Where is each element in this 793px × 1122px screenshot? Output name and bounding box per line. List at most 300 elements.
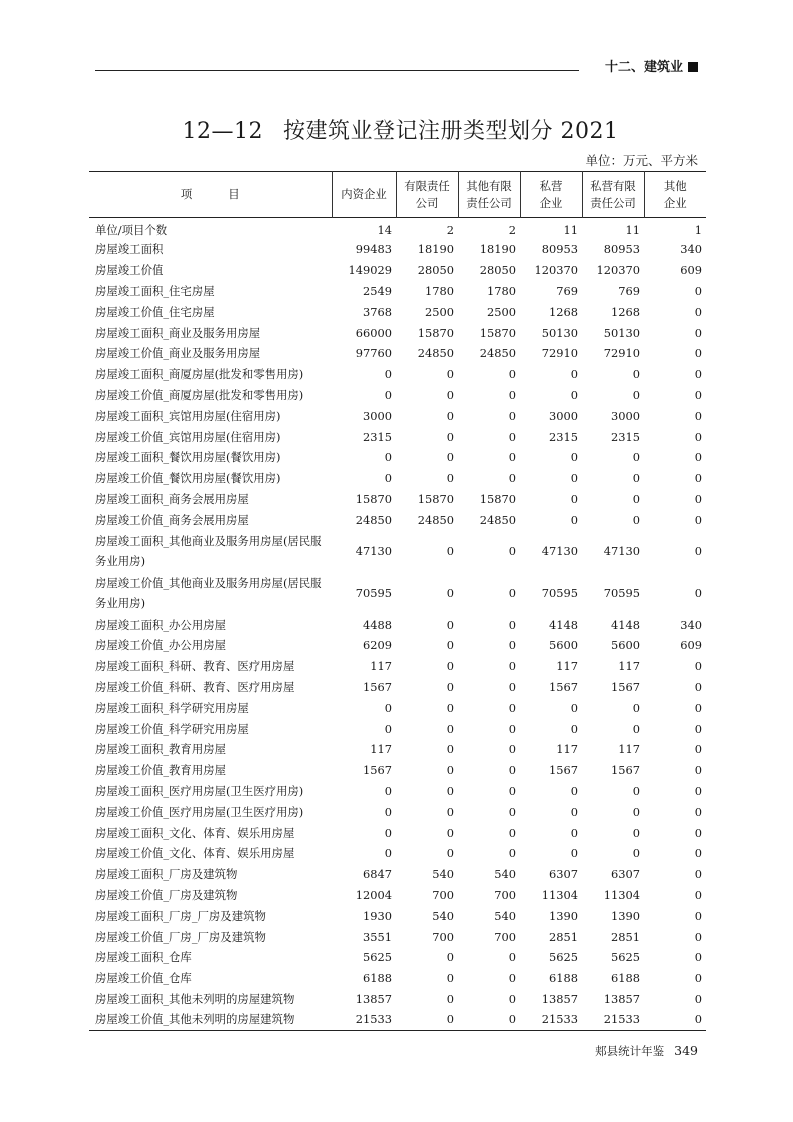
table-cell: 0 [694, 679, 702, 694]
table-cell: 0 [508, 544, 516, 559]
table-cell: 0 [446, 1012, 454, 1027]
table-cell: 72910 [541, 346, 578, 361]
row-label: 房屋竣工面积_医疗用房屋(卫生医疗用房) [95, 783, 304, 798]
table-cell: 0 [384, 450, 392, 465]
table-cell: 0 [446, 742, 454, 757]
row-label: 房屋竣工价值_科学研究用房屋 [95, 721, 249, 736]
table-cell: 0 [446, 721, 454, 736]
table-cell: 0 [384, 804, 392, 819]
table-cell: 0 [508, 387, 516, 402]
table-cell: 117 [618, 742, 640, 757]
table-cell: 66000 [355, 325, 392, 340]
table-cell: 0 [508, 450, 516, 465]
table-cell: 149029 [348, 263, 392, 278]
table-cell: 2500 [425, 304, 454, 319]
table-cell: 0 [694, 304, 702, 319]
table-cell: 117 [370, 659, 392, 674]
table-row [89, 1009, 706, 1030]
row-label: 房屋竣工面积_餐饮用房屋(餐饮用房) [95, 450, 281, 465]
table-cell: 28050 [479, 263, 516, 278]
table-cell: 0 [508, 804, 516, 819]
table-cell: 609 [680, 263, 702, 278]
table-cell: 0 [694, 659, 702, 674]
table-row [89, 218, 706, 240]
table-cell: 0 [508, 471, 516, 486]
table-cell: 540 [494, 908, 516, 923]
table-cell: 0 [632, 471, 640, 486]
page-footer [595, 1043, 698, 1059]
table-cell: 70595 [603, 586, 640, 601]
table-row [89, 364, 706, 385]
table-cell: 4488 [363, 617, 392, 632]
table-cell: 340 [680, 617, 702, 632]
row-label: 房屋竣工面积_宾馆用房屋(住宿用房) [95, 408, 281, 423]
table-cell: 0 [694, 512, 702, 527]
table-cell: 700 [432, 887, 454, 902]
table-cell: 70595 [541, 586, 578, 601]
table-cell: 2 [446, 223, 454, 237]
row-label: 单位/项目个数 [95, 223, 168, 237]
table-cell: 24850 [417, 512, 454, 527]
table-cell: 0 [694, 742, 702, 757]
table-cell: 0 [508, 679, 516, 694]
row-label: 房屋竣工面积_厂房_厂房及建筑物 [95, 908, 266, 923]
table-cell: 80953 [603, 242, 640, 257]
table-cell: 50130 [603, 325, 640, 340]
table-row [89, 260, 706, 281]
table-cell: 0 [508, 1012, 516, 1027]
table-cell: 0 [632, 804, 640, 819]
table-cell: 0 [446, 617, 454, 632]
table-cell: 24850 [479, 346, 516, 361]
table-cell: 47130 [603, 544, 640, 559]
table-cell: 0 [446, 659, 454, 674]
table-cell: 0 [446, 471, 454, 486]
table-cell: 0 [446, 679, 454, 694]
row-label: 房屋竣工面积_文化、体育、娱乐用房屋 [95, 825, 295, 840]
table-cell: 769 [618, 283, 640, 298]
unit-note: 单位：万元、平方米 [585, 153, 698, 168]
table-cell: 6188 [611, 971, 640, 986]
table-cell: 0 [570, 783, 578, 798]
table-cell: 13857 [355, 991, 392, 1006]
row-label: 房屋竣工面积_科研、教育、医疗用房屋 [95, 659, 295, 674]
table-cell: 0 [694, 804, 702, 819]
column-header-text: 责任公司 [466, 195, 512, 210]
table-row [89, 426, 706, 447]
table-cell: 340 [680, 242, 702, 257]
table-cell: 1567 [611, 679, 640, 694]
table-cell: 18190 [479, 242, 516, 257]
table-cell: 2549 [363, 283, 392, 298]
table-cell: 0 [570, 491, 578, 506]
table-row [89, 322, 706, 343]
table-cell: 0 [446, 700, 454, 715]
row-label: 房屋竣工价值_宾馆用房屋(住宿用房) [95, 429, 281, 444]
table-cell: 0 [446, 544, 454, 559]
table-cell: 0 [632, 783, 640, 798]
table-number: 12—12 [182, 119, 263, 144]
table-row [89, 760, 706, 781]
table-cell: 0 [384, 721, 392, 736]
row-label: 房屋竣工价值_厂房_厂房及建筑物 [95, 929, 266, 944]
table-cell: 3000 [611, 408, 640, 423]
table-row [89, 718, 706, 739]
table-cell: 0 [694, 346, 702, 361]
table-cell: 15870 [479, 325, 516, 340]
table-cell: 6209 [363, 638, 392, 653]
table-cell: 0 [570, 825, 578, 840]
table-row [89, 697, 706, 718]
table-cell: 540 [432, 867, 454, 882]
column-header-text: 公司 [415, 195, 439, 210]
table-cell: 0 [694, 950, 702, 965]
table-row [89, 947, 706, 968]
table-cell: 13857 [541, 991, 578, 1006]
table-cell: 2315 [549, 429, 578, 444]
table-cell: 0 [508, 659, 516, 674]
table-cell: 97760 [355, 346, 392, 361]
table-cell: 0 [570, 700, 578, 715]
table-cell: 0 [694, 763, 702, 778]
table-cell: 0 [570, 721, 578, 736]
page-title [95, 114, 706, 145]
table-cell: 11304 [541, 887, 578, 902]
book-title: 郏县统计年鉴 [595, 1044, 665, 1058]
column-header-text: 责任公司 [590, 195, 636, 210]
row-label: 房屋竣工面积_科学研究用房屋 [95, 700, 249, 715]
chapter-label: 十二、建筑业 [604, 60, 683, 75]
table-cell: 1567 [363, 763, 392, 778]
table-cell: 0 [508, 408, 516, 423]
table-cell: 0 [384, 783, 392, 798]
column-header [458, 172, 520, 218]
table-cell: 0 [508, 586, 516, 601]
table-cell: 0 [446, 763, 454, 778]
table-cell: 6847 [363, 867, 392, 882]
table-cell: 0 [384, 367, 392, 382]
row-label: 房屋竣工价值_办公用房屋 [95, 638, 226, 653]
row-label: 房屋竣工价值_文化、体育、娱乐用房屋 [95, 846, 295, 861]
table-cell: 0 [446, 991, 454, 1006]
table-row [89, 447, 706, 468]
table-cell: 0 [508, 721, 516, 736]
table-cell: 0 [694, 700, 702, 715]
table-cell: 15870 [417, 491, 454, 506]
row-label: 房屋竣工面积_厂房及建筑物 [95, 867, 238, 882]
table-cell: 2851 [549, 929, 578, 944]
column-header-text: 内资企业 [341, 187, 387, 201]
row-label: 房屋竣工面积_仓库 [95, 950, 192, 965]
column-header-text: 有限责任 [404, 178, 450, 193]
table-cell: 0 [694, 491, 702, 506]
table-cell: 0 [694, 721, 702, 736]
table-row [89, 572, 706, 614]
table-cell: 0 [694, 991, 702, 1006]
table-cell: 1780 [425, 283, 454, 298]
table-cell: 0 [508, 846, 516, 861]
table-cell: 1268 [611, 304, 640, 319]
table-cell: 28050 [417, 263, 454, 278]
table-row [89, 905, 706, 926]
table-cell: 21533 [355, 1012, 392, 1027]
table-row [89, 343, 706, 364]
table-row [89, 301, 706, 322]
table-cell: 0 [694, 929, 702, 944]
table-row [89, 468, 706, 489]
table-cell: 24850 [417, 346, 454, 361]
table-row [89, 385, 706, 406]
row-label: 房屋竣工价值_商业及服务用房屋 [95, 346, 261, 361]
table-cell: 21533 [603, 1012, 640, 1027]
table-row [89, 885, 706, 906]
table-cell: 13857 [603, 991, 640, 1006]
table-cell: 6188 [549, 971, 578, 986]
table-cell: 47130 [541, 544, 578, 559]
table-cell: 0 [694, 783, 702, 798]
table-cell: 0 [694, 846, 702, 861]
row-label: 房屋竣工面积_其他商业及服务用房屋(居民服务业用房) [95, 534, 322, 569]
table-cell: 0 [508, 783, 516, 798]
column-header-text: 其他 [663, 178, 687, 193]
table-cell: 2500 [487, 304, 516, 319]
table-cell: 3000 [549, 408, 578, 423]
table-cell: 540 [432, 908, 454, 923]
table-row [89, 677, 706, 698]
table-cell: 6307 [611, 867, 640, 882]
row-label: 房屋竣工面积_其他未列明的房屋建筑物 [95, 991, 295, 1006]
header-row [89, 172, 706, 218]
table-cell: 1268 [549, 304, 578, 319]
table-cell: 117 [556, 742, 578, 757]
row-label: 房屋竣工价值_商务会展用房屋 [95, 512, 249, 527]
statistics-table [89, 171, 706, 1031]
table-cell: 11 [563, 223, 578, 237]
table-cell: 15870 [355, 491, 392, 506]
table-cell: 11 [625, 223, 640, 237]
column-header-text: 私营有限 [590, 178, 636, 193]
table-row [89, 926, 706, 947]
table-cell: 0 [446, 387, 454, 402]
table-cell: 0 [570, 846, 578, 861]
table-cell: 24850 [355, 512, 392, 527]
table-cell: 0 [632, 721, 640, 736]
row-label: 房屋竣工面积_商务会展用房屋 [95, 491, 249, 506]
table-cell: 1567 [363, 679, 392, 694]
table-cell: 72910 [603, 346, 640, 361]
table-cell: 0 [384, 846, 392, 861]
table-cell: 0 [446, 586, 454, 601]
table-cell: 5625 [611, 950, 640, 965]
table-cell: 0 [632, 387, 640, 402]
row-label: 房屋竣工价值_餐饮用房屋(餐饮用房) [95, 471, 281, 486]
table-cell: 0 [632, 700, 640, 715]
table-cell: 0 [384, 387, 392, 402]
table-cell: 0 [384, 471, 392, 486]
row-label: 房屋竣工价值_厂房及建筑物 [95, 887, 238, 902]
column-header [89, 172, 332, 218]
table-cell: 0 [694, 544, 702, 559]
row-label: 房屋竣工价值_商厦房屋(批发和零售用房) [95, 387, 304, 402]
table-row [89, 509, 706, 530]
row-label: 房屋竣工面积_办公用房屋 [95, 617, 226, 632]
row-label: 房屋竣工价值_其他商业及服务用房屋(居民服务业用房) [95, 576, 322, 611]
row-label: 房屋竣工价值_教育用房屋 [95, 763, 226, 778]
table-cell: 5625 [549, 950, 578, 965]
table-cell: 50130 [541, 325, 578, 340]
chapter-heading [605, 56, 698, 75]
column-header-text: 企业 [539, 195, 563, 210]
table-row [89, 405, 706, 426]
table-cell: 0 [694, 283, 702, 298]
table-cell: 6307 [549, 867, 578, 882]
column-header [332, 172, 396, 218]
table-cell: 0 [446, 846, 454, 861]
table-cell: 1567 [549, 763, 578, 778]
table-cell: 700 [432, 929, 454, 944]
table-cell: 0 [508, 825, 516, 840]
table-cell: 18190 [417, 242, 454, 257]
table-row [89, 781, 706, 802]
row-label: 房屋竣工面积_商厦房屋(批发和零售用房) [95, 367, 304, 382]
table-cell: 3551 [363, 929, 392, 944]
row-label: 房屋竣工价值_医疗用房屋(卫生医疗用房) [95, 804, 304, 819]
header-rule [95, 70, 579, 71]
table-cell: 3768 [363, 304, 392, 319]
table-cell: 4148 [611, 617, 640, 632]
table-cell: 1930 [363, 908, 392, 923]
column-header-text: 私营 [539, 178, 563, 193]
table-cell: 1567 [611, 763, 640, 778]
table-cell: 0 [632, 846, 640, 861]
table-cell: 0 [570, 804, 578, 819]
table-row [89, 843, 706, 864]
table-cell: 11304 [603, 887, 640, 902]
table-cell: 120370 [596, 263, 640, 278]
column-header-text: 企业 [663, 195, 687, 210]
table-cell: 2315 [611, 429, 640, 444]
table-cell: 0 [508, 971, 516, 986]
table-cell: 0 [694, 908, 702, 923]
row-label: 房屋竣工面积 [95, 242, 164, 257]
table-row [89, 864, 706, 885]
table-cell: 12004 [355, 887, 392, 902]
table-cell: 540 [494, 867, 516, 882]
table-cell: 1567 [549, 679, 578, 694]
table-cell: 700 [494, 929, 516, 944]
table-cell: 117 [618, 659, 640, 674]
table-cell: 70595 [355, 586, 392, 601]
row-label: 房屋竣工价值_科研、教育、医疗用房屋 [95, 679, 295, 694]
table-cell: 0 [632, 450, 640, 465]
table-cell: 15870 [479, 491, 516, 506]
table-cell: 5600 [549, 638, 578, 653]
table-cell: 0 [384, 700, 392, 715]
table-cell: 1780 [487, 283, 516, 298]
table-cell: 2851 [611, 929, 640, 944]
table-cell: 0 [446, 408, 454, 423]
row-label: 房屋竣工面积_商业及服务用房屋 [95, 325, 261, 340]
table-title: 按建筑业登记注册类型划分 2021 [283, 119, 619, 144]
table-cell: 0 [570, 512, 578, 527]
black-square-icon [688, 62, 698, 72]
table-cell: 0 [694, 825, 702, 840]
table-cell: 0 [446, 804, 454, 819]
table-header [89, 172, 706, 218]
table-cell: 0 [508, 950, 516, 965]
column-header-text: 项 [180, 187, 193, 201]
table-cell: 0 [632, 491, 640, 506]
table-cell: 117 [370, 742, 392, 757]
table-cell: 2 [508, 223, 516, 237]
row-label: 房屋竣工价值 [95, 263, 164, 278]
table-cell: 0 [508, 991, 516, 1006]
column-header [520, 172, 582, 218]
table-cell: 5625 [363, 950, 392, 965]
table-row [89, 801, 706, 822]
table-cell: 4148 [549, 617, 578, 632]
row-label: 房屋竣工价值_仓库 [95, 971, 192, 986]
column-header-text: 其他有限 [466, 178, 512, 193]
table-cell: 0 [384, 825, 392, 840]
table-cell: 0 [508, 617, 516, 632]
table-cell: 0 [694, 325, 702, 340]
table-cell: 0 [632, 825, 640, 840]
table-cell: 15870 [417, 325, 454, 340]
table-cell: 2315 [363, 429, 392, 444]
table-cell: 0 [446, 971, 454, 986]
table-cell: 0 [570, 387, 578, 402]
table-cell: 3000 [363, 408, 392, 423]
table-cell: 1 [694, 223, 702, 237]
table-cell: 0 [694, 387, 702, 402]
table-row [89, 822, 706, 843]
table-row [89, 656, 706, 677]
page-number: 349 [674, 1043, 698, 1058]
table-cell: 0 [694, 471, 702, 486]
table-cell: 1390 [549, 908, 578, 923]
table-cell: 0 [694, 408, 702, 423]
table-cell: 0 [570, 471, 578, 486]
table-cell: 0 [508, 367, 516, 382]
table-cell: 0 [694, 887, 702, 902]
table-row [89, 614, 706, 635]
table-cell: 5600 [611, 638, 640, 653]
table-cell: 1390 [611, 908, 640, 923]
column-header [396, 172, 458, 218]
table-row [89, 239, 706, 260]
table-cell: 0 [632, 512, 640, 527]
table-cell: 0 [694, 429, 702, 444]
table-cell: 6188 [363, 971, 392, 986]
table-cell: 0 [446, 950, 454, 965]
table-cell: 0 [694, 1012, 702, 1027]
table-cell: 0 [446, 429, 454, 444]
table-cell: 769 [556, 283, 578, 298]
table-row [89, 635, 706, 656]
table-cell: 0 [446, 825, 454, 840]
table-cell: 0 [446, 783, 454, 798]
table-cell: 609 [680, 638, 702, 653]
row-label: 房屋竣工价值_住宅房屋 [95, 304, 215, 319]
column-header [644, 172, 706, 218]
table-cell: 0 [508, 700, 516, 715]
table-cell: 0 [446, 367, 454, 382]
table-cell: 120370 [534, 263, 578, 278]
table-row [89, 739, 706, 760]
column-header-text: 目 [228, 187, 240, 201]
table-cell: 0 [508, 763, 516, 778]
